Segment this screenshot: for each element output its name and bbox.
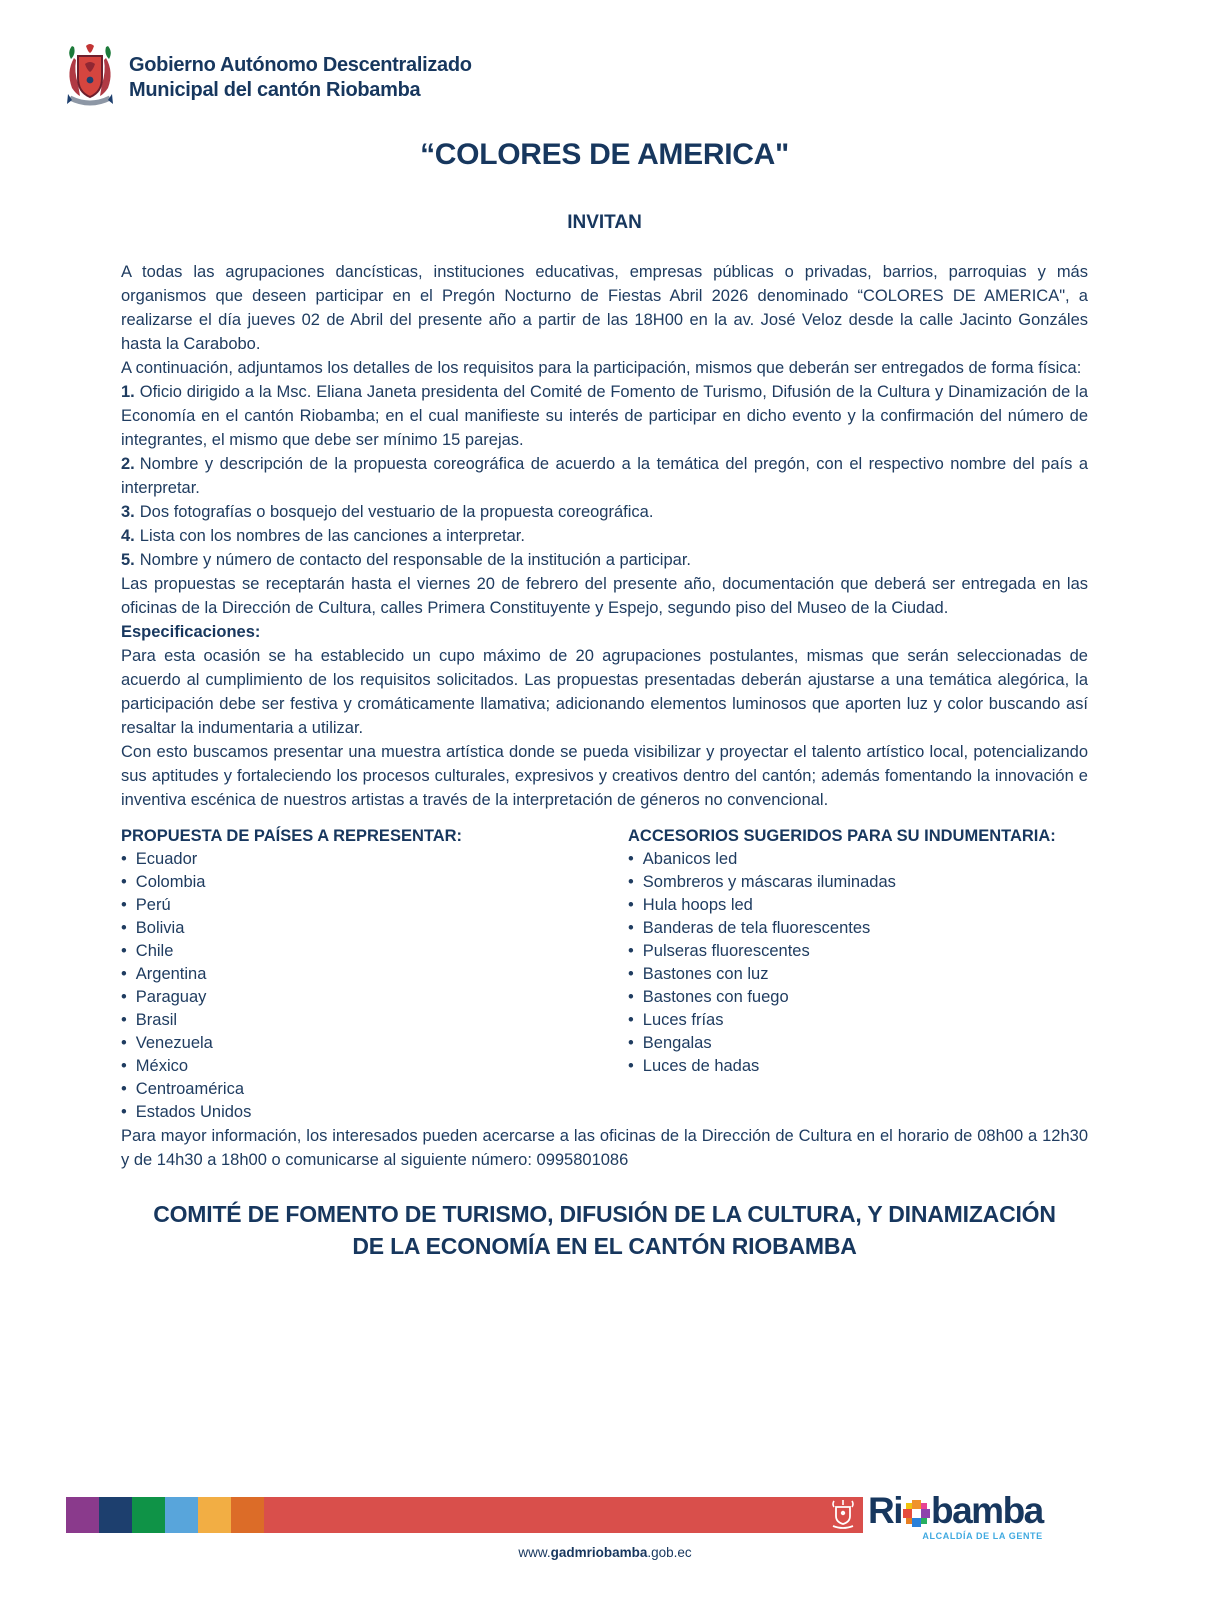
countries-heading: PROPUESTA DE PAÍSES A REPRESENTAR: <box>121 827 463 845</box>
country-list-item <box>121 1101 628 1124</box>
footer-bar-segment <box>99 1497 132 1533</box>
invitation-heading: INVITAN <box>567 212 642 233</box>
requirement-number: 1. <box>121 383 135 401</box>
footer-red-bar <box>264 1497 863 1533</box>
footer-color-bar <box>66 1497 863 1533</box>
specifications-paragraph-2: Con esto buscamos presentar una muestra artística donde se pueda visibilizar y proyectar el talento artístico local, potencializando sus aptitudes y fortaleciendo los procesos culturales, expresivos y creativos dentro del cantón; además fomentando la innovación e inventiva escénica de nuestros artistas a través de la interpretación de géneros no convencional. <box>121 743 1088 809</box>
footer-bar-segment <box>198 1497 231 1533</box>
country-list-item <box>121 894 628 917</box>
requirement-text: Lista con los nombres de las canciones a interpretar. <box>139 527 525 545</box>
footer-bar-segment <box>132 1497 165 1533</box>
accessory-list-item <box>628 1032 1088 1055</box>
accessory-list-item <box>628 1009 1088 1032</box>
organization-name-line-1: Gobierno Autónomo Descentralizado <box>129 54 472 76</box>
two-column-section <box>121 824 1088 1124</box>
country-name: Bolivia <box>135 919 185 937</box>
accessories-list <box>628 848 1088 1078</box>
accessory-name: Hula hoops led <box>642 896 753 914</box>
country-name: Brasil <box>135 1011 178 1029</box>
accessories-section <box>628 824 1088 1124</box>
accessory-name: Bastones con luz <box>642 965 769 983</box>
country-name: Centroamérica <box>135 1080 244 1098</box>
riobamba-brand-lockup <box>868 1492 1043 1541</box>
requirement-number: 5. <box>121 551 135 569</box>
accessory-list-item <box>628 917 1088 940</box>
country-list-item <box>121 940 628 963</box>
footer-bar-segment <box>231 1497 264 1533</box>
country-name: Colombia <box>135 873 206 891</box>
riobamba-coat-of-arms-white-icon <box>830 1500 856 1530</box>
accessory-name: Sombreros y máscaras iluminadas <box>642 873 896 891</box>
country-list-item <box>121 917 628 940</box>
country-list-item <box>121 871 628 894</box>
footer-bar-segment <box>66 1497 99 1533</box>
municipal-coat-of-arms-logo <box>62 44 118 112</box>
requirement-item <box>121 524 1088 548</box>
brand-text-prefix: Ri <box>868 1490 902 1531</box>
specifications-heading: Especificaciones: <box>121 623 261 641</box>
reception-note-paragraph: Las propuestas se receptarán hasta el viernes 20 de febrero del presente año, documentación que deberá ser entregada en las oficinas de la Dirección de Cultura, calles Primera Constituyente y Espejo, segundo piso del Museo de la Ciudad. <box>121 575 1088 617</box>
countries-list <box>121 848 628 1124</box>
organization-name-line-2: Municipal del cantón Riobamba <box>129 79 421 101</box>
organization-name <box>129 53 472 103</box>
requirement-text: Nombre y descripción de la propuesta coreográfica de acuerdo a la temática del pregón, con el respectivo nombre del país a interpretar. <box>121 455 1088 497</box>
country-name: Chile <box>135 942 174 960</box>
country-list-item <box>121 1032 628 1055</box>
accessory-list-item <box>628 848 1088 871</box>
country-name: Paraguay <box>135 988 207 1006</box>
requirement-item <box>121 452 1088 500</box>
country-list-item <box>121 1078 628 1101</box>
more-info-paragraph: Para mayor información, los interesados pueden acercarse a las oficinas de la Dirección de Cultura en el horario de 08h00 a 12h30 y de 14h30 a 18h00 o comunicarse al siguiente número: 0995801086 <box>121 1127 1088 1169</box>
accessory-list-item <box>628 940 1088 963</box>
country-name: Perú <box>135 896 171 914</box>
document-header <box>62 44 472 112</box>
footer-bar-segment <box>165 1497 198 1533</box>
accessory-name: Bastones con fuego <box>642 988 789 1006</box>
website-url <box>0 1545 1210 1560</box>
document-body <box>121 138 1088 1262</box>
specifications-paragraph-1: Para esta ocasión se ha establecido un cupo máximo de 20 agrupaciones postulantes, mismas que serán seleccionadas de acuerdo al cumplimiento de los requisitos solicitados. Las propuestas presentadas deberán ajustarse a una temática alegórica, la participación debe ser festiva y cromáticamente llamativa; adicionando elementos luminosos que aporten luz y color buscando así resaltar la indumentaria a utilizar. <box>121 647 1088 737</box>
accessory-list-item <box>628 963 1088 986</box>
requirement-text: Dos fotografías o bosquejo del vestuario de la propuesta coreográfica. <box>139 503 654 521</box>
requirements-list <box>121 380 1088 572</box>
accessory-name: Banderas de tela fluorescentes <box>642 919 871 937</box>
country-name: México <box>135 1057 189 1075</box>
accessory-list-item <box>628 1055 1088 1078</box>
accessory-name: Bengalas <box>642 1034 712 1052</box>
accessory-name: Luces frías <box>642 1011 724 1029</box>
requirement-item <box>121 500 1088 524</box>
country-list-item <box>121 1055 628 1078</box>
event-title: “COLORES DE AMERICA" <box>420 138 789 171</box>
requirement-item <box>121 548 1088 572</box>
country-name: Argentina <box>135 965 207 983</box>
country-name: Estados Unidos <box>135 1103 252 1121</box>
requirement-number: 2. <box>121 455 135 473</box>
riobamba-tagline: ALCALDÍA DE LA GENTE <box>922 1531 1043 1541</box>
requirement-text: Nombre y número de contacto del responsable de la institución a participar. <box>139 551 691 569</box>
country-name: Venezuela <box>135 1034 213 1052</box>
committee-heading: COMITÉ DE FOMENTO DE TURISMO, DIFUSIÓN DE LA CULTURA, Y DINAMIZACIÓN DE LA ECONOMÍA EN EL CANTÓN RIOBAMBA <box>153 1201 1056 1259</box>
requirement-number: 4. <box>121 527 135 545</box>
url-suffix: .gob.ec <box>647 1545 692 1560</box>
accessory-list-item <box>628 871 1088 894</box>
country-name: Ecuador <box>135 850 198 868</box>
accessory-name: Abanicos led <box>642 850 738 868</box>
requirement-item <box>121 380 1088 452</box>
accessory-list-item <box>628 894 1088 917</box>
requirement-text: Oficio dirigido a la Msc. Eliana Janeta presidenta del Comité de Fomento de Turismo, Difusión de la Cultura y Dinamización de la Economía en el cantón Riobamba; en el cual manifieste su interés de participar en dicho evento y la confirmación del número de integrantes, el mismo que debe ser mínimo 15 parejas. <box>121 383 1088 449</box>
country-list-item <box>121 848 628 871</box>
country-list-item <box>121 963 628 986</box>
accessory-name: Luces de hadas <box>642 1057 760 1075</box>
accessory-list-item <box>628 986 1088 1009</box>
requirements-intro-paragraph: A continuación, adjuntamos los detalles de los requisitos para la participación, mismos que deberán ser entregados de forma física: <box>121 359 1082 377</box>
riobamba-wordmark <box>868 1492 1043 1530</box>
url-prefix: www. <box>518 1545 551 1560</box>
accessory-name: Pulseras fluorescentes <box>642 942 810 960</box>
brand-text-suffix: bamba <box>931 1490 1043 1531</box>
riobamba-pixel-flower-o-icon <box>903 1500 930 1527</box>
accessories-heading: ACCESORIOS SUGERIDOS PARA SU INDUMENTARIA: <box>628 827 1056 845</box>
countries-section <box>121 824 628 1124</box>
url-domain: gadmriobamba <box>550 1545 648 1560</box>
intro-paragraph: A todas las agrupaciones dancísticas, instituciones educativas, empresas públicas o privadas, barrios, parroquias y más organismos que deseen participar en el Pregón Nocturno de Fiestas Abril 2026 denominado “COLORES DE AMERICA", a realizarse el día jueves 02 de Abril del presente año a partir de las 18H00 en la av. José Veloz desde la calle Jacinto Gonzáles hasta la Carabobo. <box>121 263 1088 353</box>
country-list-item <box>121 1009 628 1032</box>
requirement-number: 3. <box>121 503 135 521</box>
country-list-item <box>121 986 628 1009</box>
